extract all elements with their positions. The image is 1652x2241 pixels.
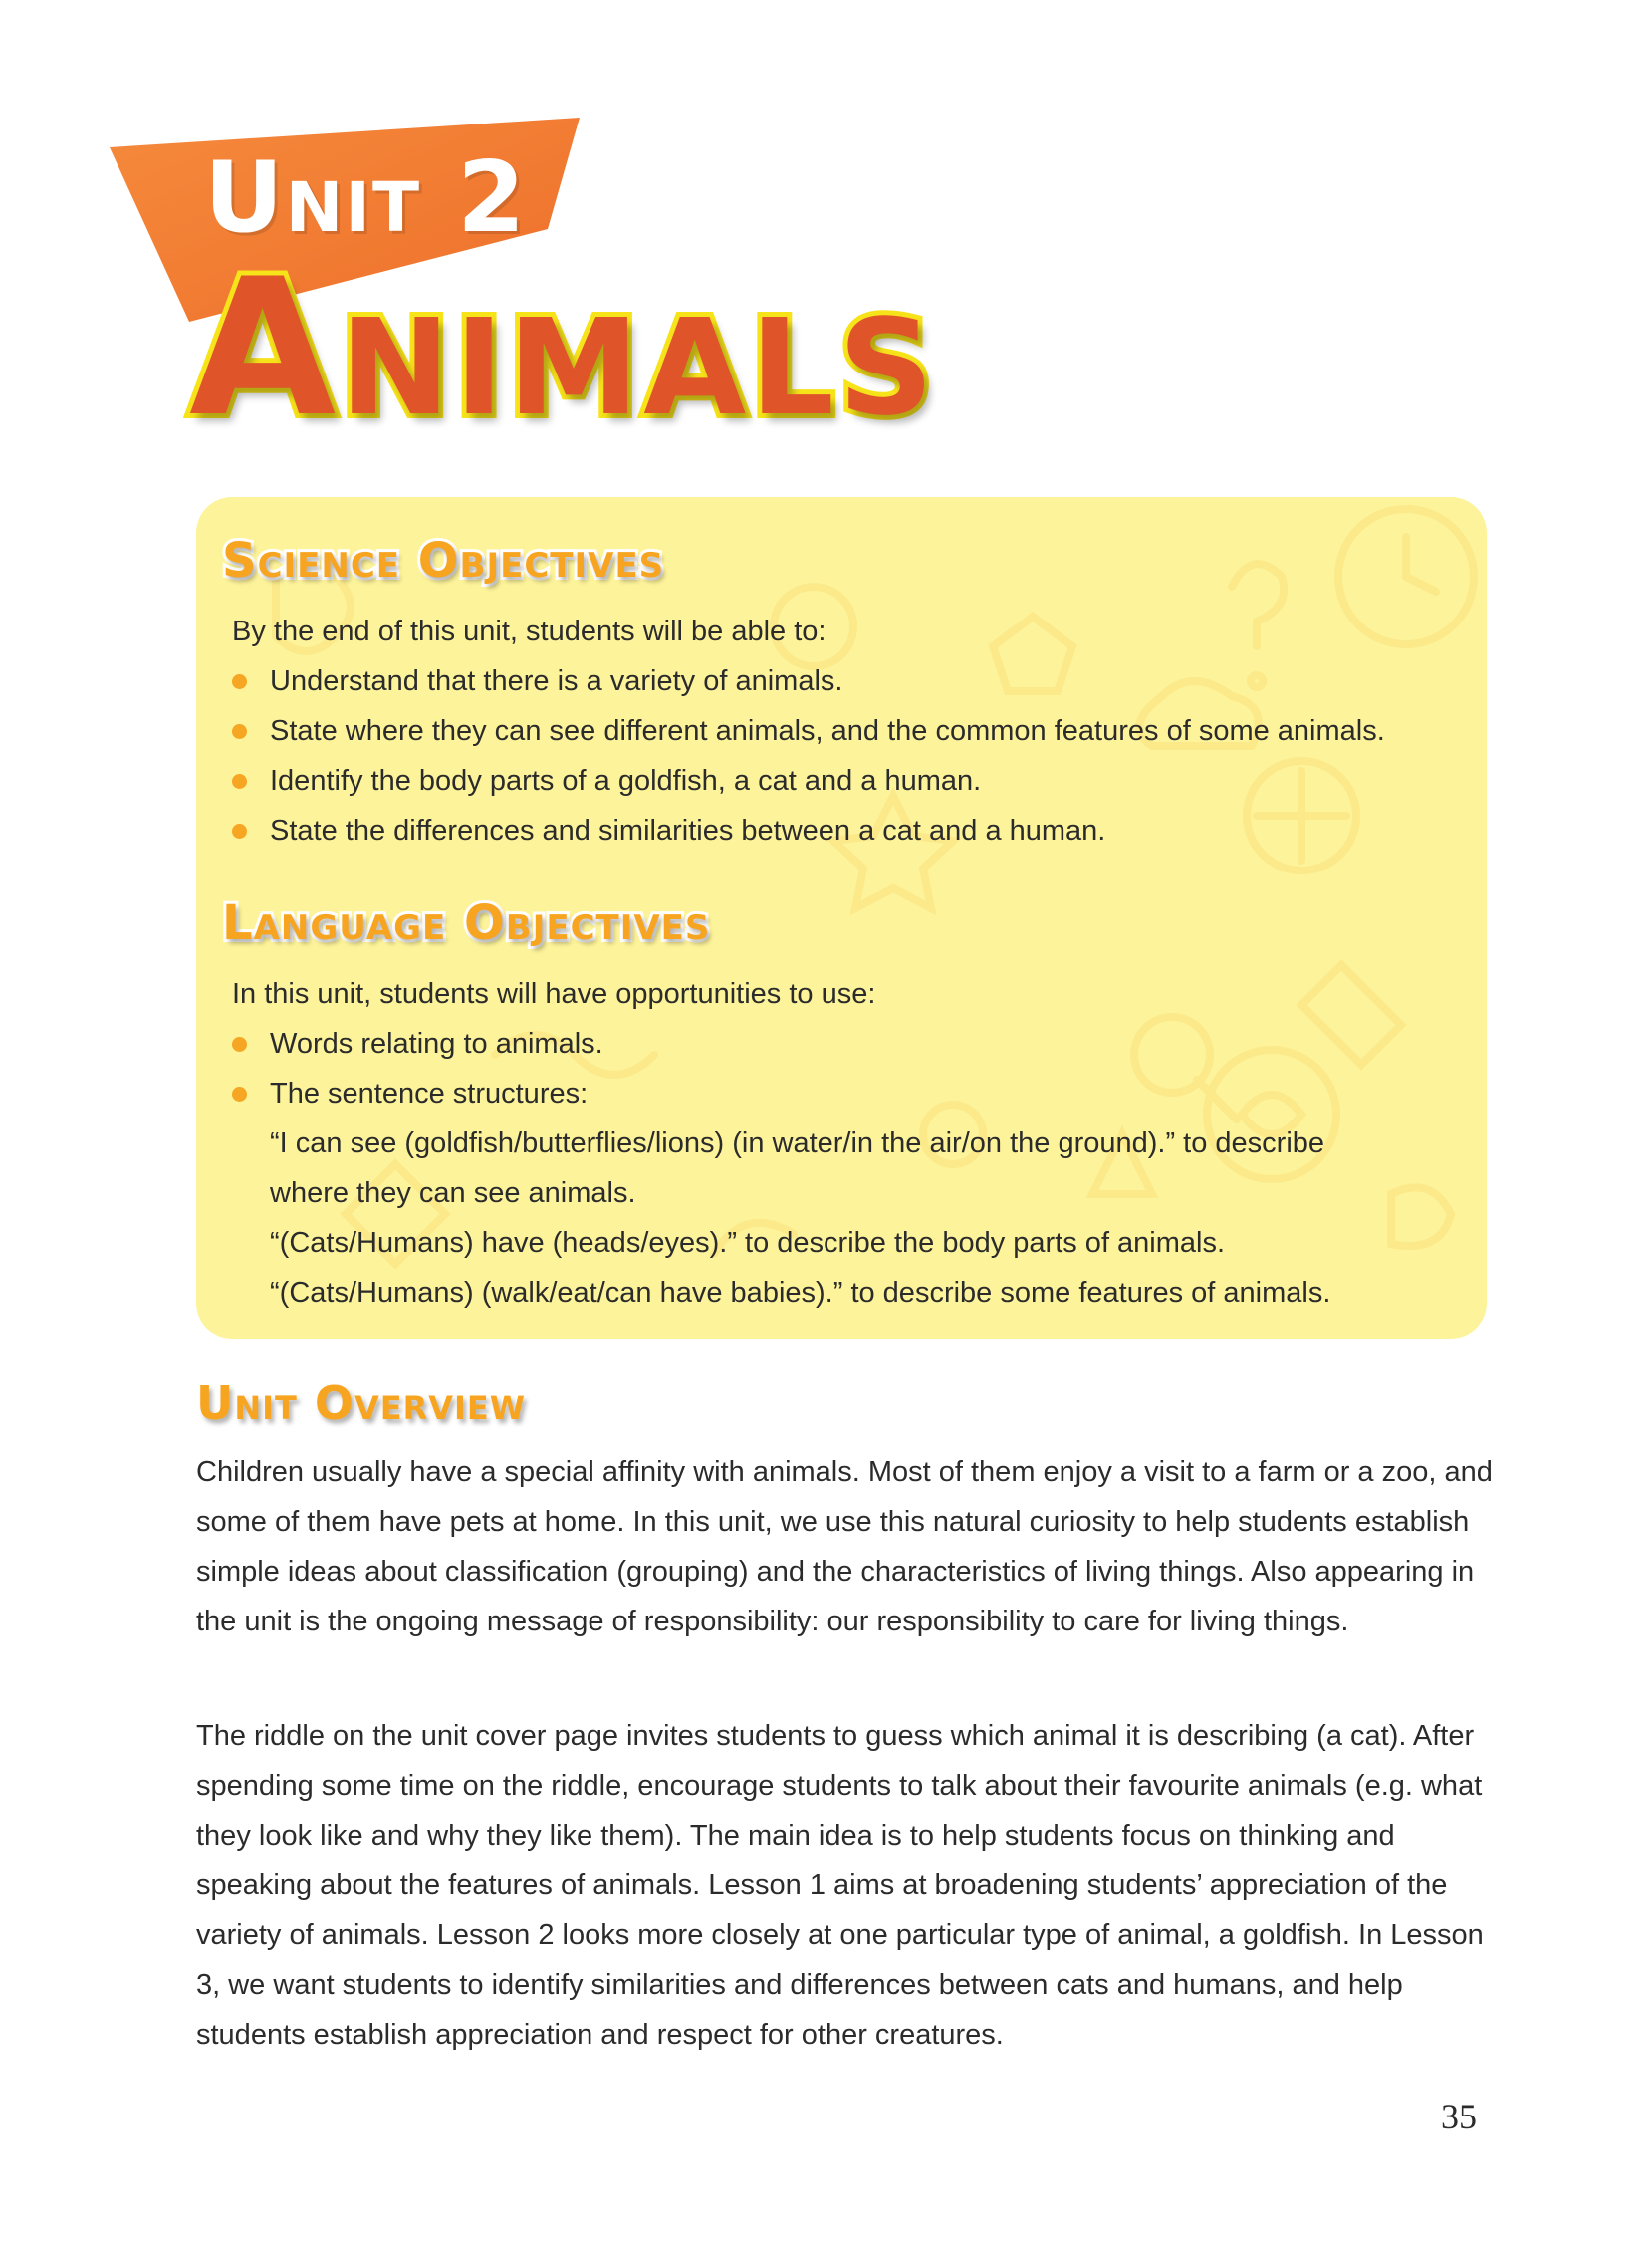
list-item: Identify the body parts of a goldfish, a cat and a human. <box>232 756 1385 806</box>
bullet-icon <box>232 824 247 839</box>
unit-label: Unit 2 <box>204 141 528 255</box>
list-item: Words relating to animals. <box>232 1019 1330 1069</box>
sentence-line: where they can see animals. <box>270 1177 636 1209</box>
sentence-line: “I can see (goldfish/butterflies/lions) (in water/in the air/on the ground).” to describe <box>270 1127 1325 1159</box>
unit-overview-heading: Unit Overview <box>196 1376 527 1430</box>
science-objectives-heading: Science Objectives <box>222 533 665 589</box>
unit-title: Animals <box>189 238 938 458</box>
overview-paragraph-2: The riddle on the unit cover page invites students to guess which animal it is describing (a cat). After spending some time on the riddle, encourage students to talk about their favourite animals (e.g. what they look like and why they like them). The main idea is to help students focus on thinking and speaking about the features of animals. Lesson 1 aims at broadening students’ appreciation of the variety of animals. Lesson 2 looks more closely at one particular type of animal, a goldfish. In Lesson 3, we want students to identify similarities and differences between cats and humans, and help students establish appreciation and respect for other creatures. <box>196 1720 1484 2051</box>
list-item: Understand that there is a variety of animals. <box>232 656 1385 706</box>
list-item: The sentence structures: <box>232 1069 1330 1119</box>
page-number: 35 <box>1441 2097 1477 2136</box>
science-objectives-list <box>232 656 1385 856</box>
bullet-icon <box>232 724 247 739</box>
bullet-icon <box>232 674 247 689</box>
science-objectives-intro: By the end of this unit, students will be able to: <box>232 616 826 647</box>
sentence-line: “(Cats/Humans) have (heads/eyes).” to describe the body parts of animals. <box>270 1227 1226 1259</box>
overview-paragraph-1: Children usually have a special affinity with animals. Most of them enjoy a visit to a farm or a zoo, and some of them have pets at home. In this unit, we use this natural curiosity to help students establish simple ideas about classification (grouping) and the characteristics of living things. Also appearing in the unit is the ongoing message of responsibility: our responsibility to care for living things. <box>196 1456 1493 1637</box>
bullet-icon <box>232 1087 247 1102</box>
sentence-line: “(Cats/Humans) (walk/eat/can have babies).” to describe some features of animals. <box>270 1277 1331 1309</box>
list-item: State the differences and similarities between a cat and a human. <box>232 806 1385 856</box>
bullet-icon <box>232 1037 247 1052</box>
language-objectives-heading: Language Objectives <box>222 895 711 951</box>
list-item: State where they can see different animals, and the common features of some animals. <box>232 706 1385 756</box>
sentence-structures <box>232 1119 1330 1318</box>
bullet-icon <box>232 774 247 789</box>
language-objectives-intro: In this unit, students will have opportunities to use: <box>232 978 876 1010</box>
language-objectives-list <box>232 1019 1330 1318</box>
objectives-panel <box>196 497 1487 1339</box>
